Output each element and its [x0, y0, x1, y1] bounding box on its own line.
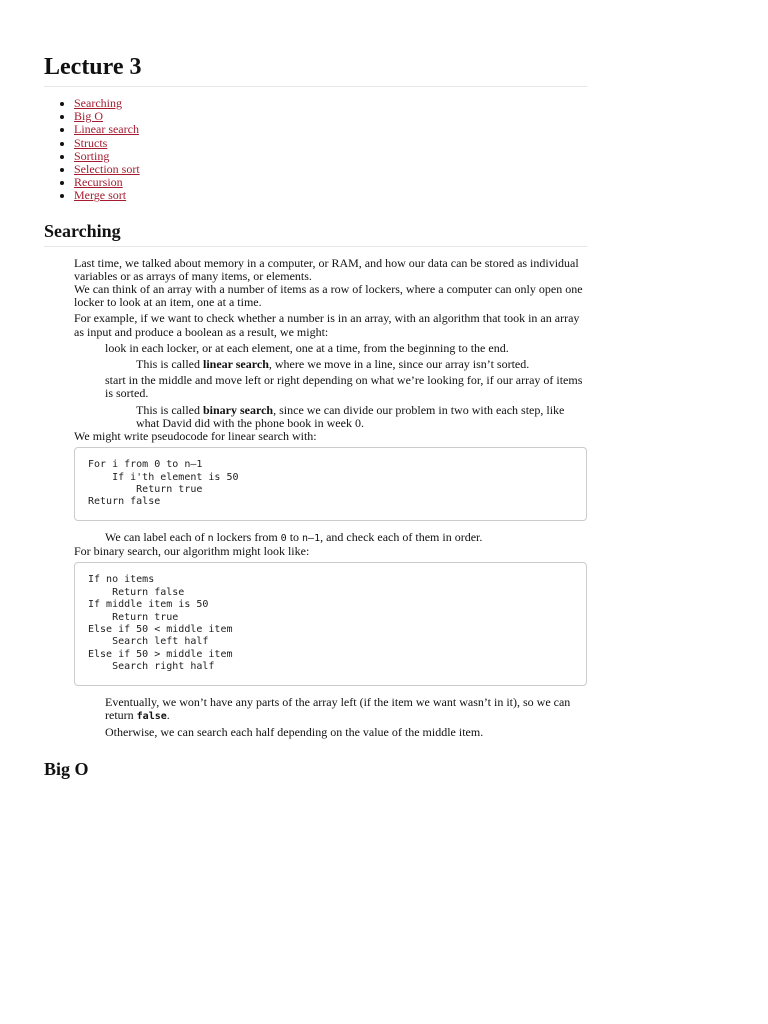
toc-item [74, 176, 587, 189]
toc-item [74, 123, 587, 136]
table-of-contents [44, 97, 587, 203]
inline-code-false: false [136, 710, 167, 722]
term-linear-search: linear search [202, 357, 269, 372]
toc-link-structs[interactable]: Structs [74, 135, 108, 150]
label-lockers-line [74, 531, 587, 545]
toc-link-selection-sort[interactable]: Selection sort [74, 162, 140, 177]
searching-section [44, 257, 587, 740]
text-fragment: . [166, 707, 170, 722]
toc-link-linear-search[interactable]: Linear search [74, 122, 139, 137]
text-fragment: to [286, 529, 303, 544]
text-fragment: We can label each of [105, 529, 208, 544]
toc-item [74, 163, 587, 176]
toc-item [74, 189, 587, 202]
code-block-linear-search: For i from 0 to n–1 If i'th element is 50 Return true Return false [74, 447, 587, 521]
toc-item [74, 150, 587, 163]
text-fragment: This is called [136, 402, 203, 417]
section-heading-searching: Searching [44, 220, 587, 247]
toc-item [74, 110, 587, 123]
section-heading-big-o: Big O [44, 759, 89, 780]
page-title: Lecture 3 [44, 0, 587, 87]
toc-item [74, 97, 587, 110]
toc-link-sorting[interactable]: Sorting [74, 148, 110, 163]
toc-link-searching[interactable]: Searching [74, 96, 122, 110]
paragraph-example: For example, if we want to check whether a number is in an array, with an algorithm that took in an array as input and produce a boolean as a result, we might: [74, 311, 580, 339]
code-block-binary-search: If no items Return false If middle item is 50 Return true Else if 50 < middle item Search left half Else if 50 > middle item Search right half [74, 562, 587, 685]
paragraph-pseudocode-intro: We might write pseudocode for linear search with: [74, 429, 317, 444]
lecture-page [44, 0, 587, 780]
paragraph-ram: Last time, we talked about memory in a computer, or RAM, and how our data can be stored as individual variables or as arrays of many items, or elements. [74, 255, 579, 283]
sub-bullet-binary [74, 404, 587, 430]
paragraph-otherwise: Otherwise, we can search each half depending on the value of the middle item. [105, 724, 484, 739]
bullet-binary: start in the middle and move left or right depending on what we’re looking for, if our array of items is sorted. [105, 373, 583, 401]
text-fragment: , and check each of them in order. [320, 529, 483, 544]
inline-code-n-minus-1: n–1 [302, 532, 321, 544]
paragraph-lockers: We can think of an array with a number of items as a row of lockers, where a computer can only open one locker to look at an item, one at a time. [74, 282, 583, 310]
term-binary-search: binary search [202, 402, 274, 417]
toc-link-recursion[interactable]: Recursion [74, 175, 123, 190]
sub-bullet-linear [74, 358, 587, 371]
text-fragment: Eventually, we won’t have any parts of the array left (if the item we want wasn’t in it), so we can return [105, 694, 571, 722]
paragraph-binary-intro: For binary search, our algorithm might look like: [74, 544, 310, 559]
inline-code-zero: 0 [280, 532, 287, 544]
toc-link-merge-sort[interactable]: Merge sort [74, 188, 127, 203]
paragraph-eventually [74, 696, 587, 723]
text-fragment: This is called [136, 357, 203, 372]
text-fragment: , since we can divide our problem in two with each step, like what David did with the phone book in week 0. [136, 402, 565, 430]
text-fragment: , where we move in a line, since our array isn’t sorted. [268, 357, 530, 372]
text-fragment: lockers from [213, 529, 281, 544]
toc-item [74, 137, 587, 150]
inline-code-n: n [207, 532, 214, 544]
toc-link-big-o[interactable]: Big O [74, 109, 104, 124]
bullet-linear: look in each locker, or at each element, one at a time, from the beginning to the end. [105, 340, 509, 355]
